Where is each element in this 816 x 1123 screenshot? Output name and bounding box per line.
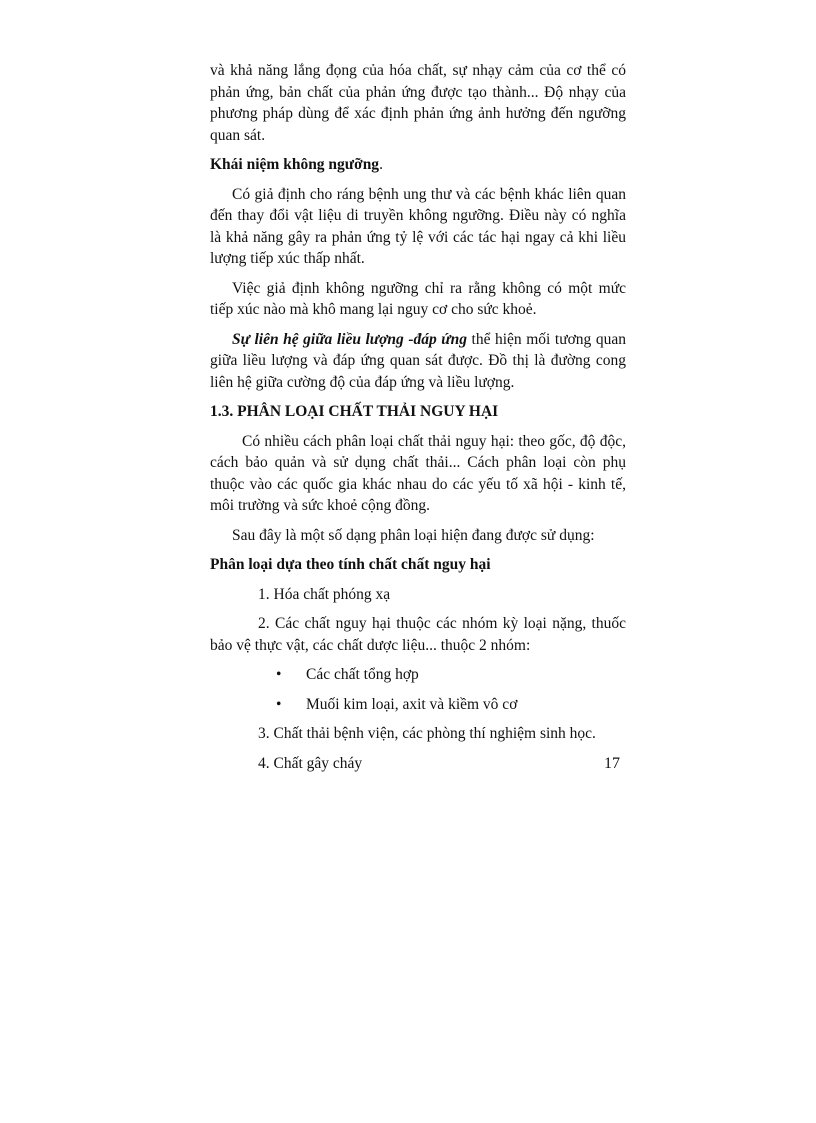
list-item-1: 1. Hóa chất phóng xạ [258, 585, 391, 603]
bullet-item [210, 694, 626, 716]
page-number: 17 [604, 755, 620, 772]
section-title: 1.3. PHÂN LOẠI CHẤT THẢI NGUY HẠI [210, 403, 499, 420]
bullet-item [210, 664, 626, 686]
document-page [210, 60, 626, 782]
term-lien-he: Sự liên hệ giữa liều lượng -đáp ứng [232, 330, 467, 348]
paragraph-6: Sau đây là một số dạng phân loại hiện đang được sử dụng: [232, 526, 595, 544]
paragraph-2: Có giả định cho ráng bệnh ung thư và các bệnh khác liên quan đến thay đổi vật liệu di truyền không ngưỡng. Điều này có nghĩa là khả năng gây ra phản ứng tỷ lệ với các tác hại ngay cả khi liều lượng tiếp xúc thấp nhất. [210, 185, 626, 267]
bullet-icon: • [276, 666, 282, 683]
bullet-text: Muối kim loại, axit và kiềm vô cơ [306, 695, 518, 713]
list-item-3: 3. Chất thải bệnh viện, các phòng thí nghiệm sinh học. [258, 725, 596, 742]
bullet-icon: • [276, 695, 282, 713]
bullet-list [210, 664, 626, 715]
paragraph-5: Có nhiều cách phân loại chất thải nguy hại: theo gốc, độ độc, cách bảo quản và sử dụng chất thải... Cách phân loại còn phụ thuộc vào các quốc gia khác nhau do các yếu tố xã hội - kinh tế, môi trường và sức khoẻ cộng đồng. [210, 432, 626, 514]
paragraph-1: và khả năng lắng đọng của hóa chất, sự nhạy cảm của cơ thể có phản ứng, bản chất của phản ứng được tạo thành... Độ nhạy của phương pháp dùng để xác định phản ứng ảnh hưởng đến ngưỡng quan sát. [210, 62, 626, 144]
paragraph-4-rest: thể hiện mối tương quan giữa liều lượng và đáp ứng quan sát được. Đồ thị là đường cong liên hệ giữa cường độ của đáp ứng và liều lượng. [210, 330, 626, 391]
list-item-4: 4. Chất gây cháy [258, 754, 363, 772]
list-item-2: 2. Các chất nguy hại thuộc các nhóm kỳ loại nặng, thuốc bảo vệ thực vật, các chất dược liệu... thuộc 2 nhóm: [210, 615, 626, 654]
heading-phan-loai: Phân loại dựa theo tính chất chất nguy hại [210, 556, 491, 573]
paragraph-3: Việc giả định không ngưỡng chỉ ra rằng không có một mức tiếp xúc nào mà khô mang lại nguy cơ cho sức khoẻ. [210, 279, 626, 318]
paragraph-4 [210, 329, 626, 394]
bullet-text: Các chất tổng hợp [306, 666, 419, 683]
heading-khai-niem [210, 154, 626, 176]
heading-khai-niem-dot: . [379, 156, 383, 173]
heading-khai-niem-text: Khái niệm không ngưỡng [210, 156, 380, 173]
